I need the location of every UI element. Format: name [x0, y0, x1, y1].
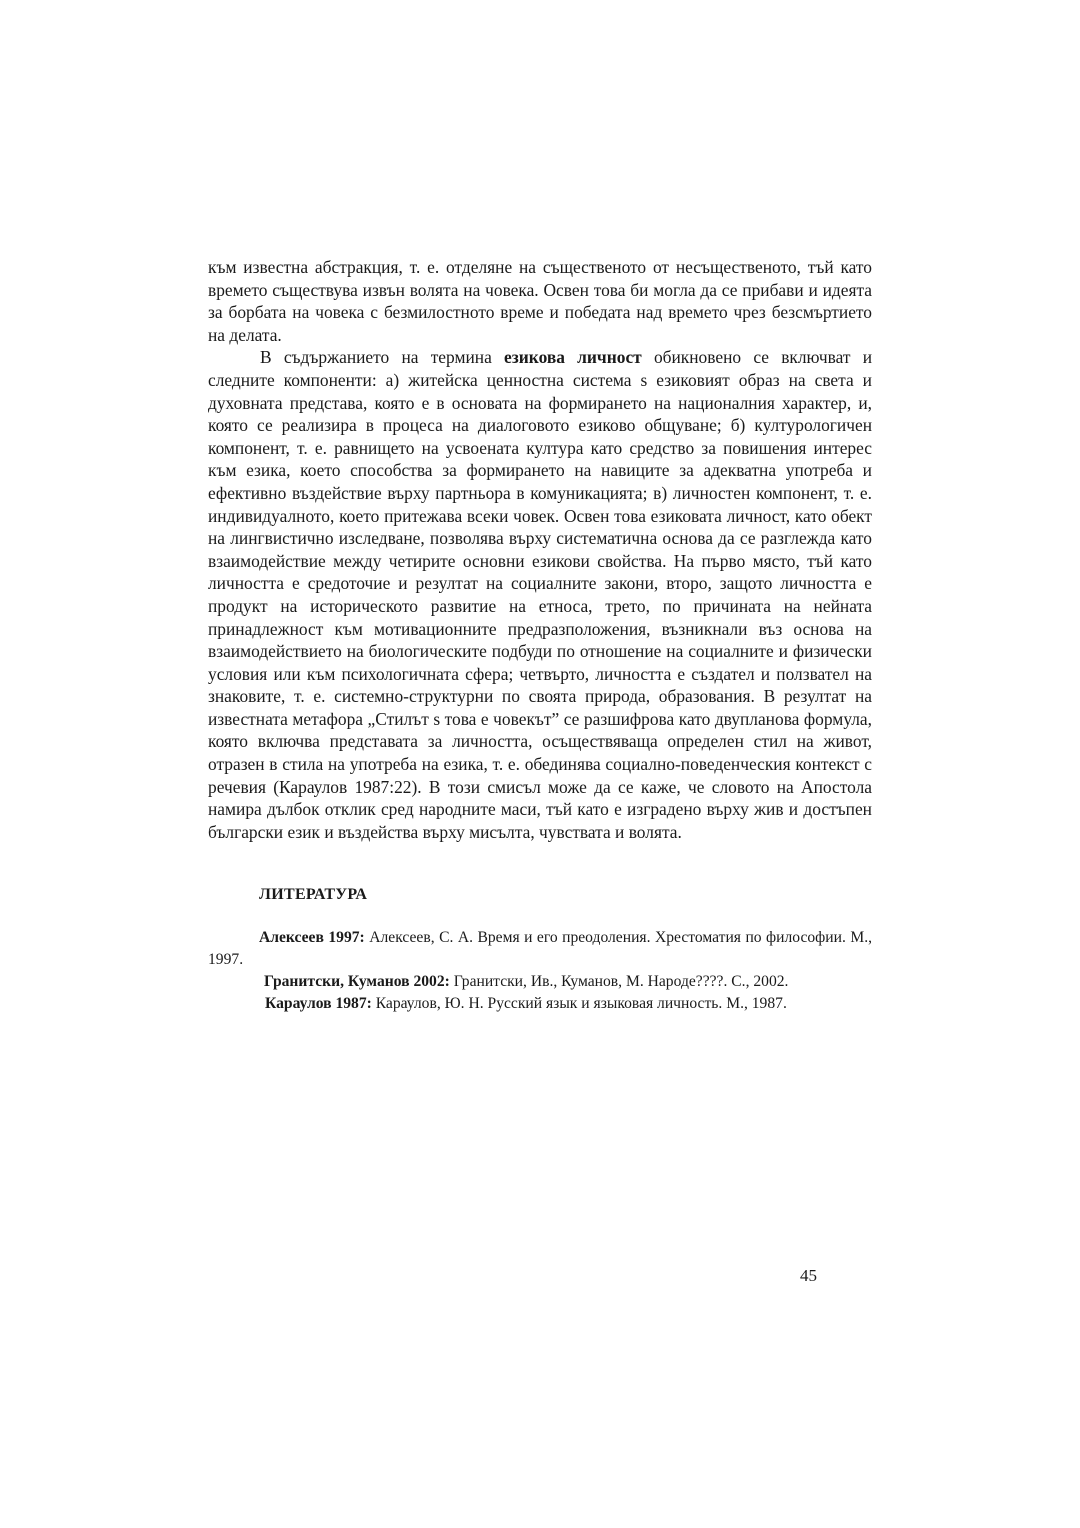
page-number: 45: [800, 1266, 817, 1285]
references-list: [208, 927, 872, 1015]
paragraph-2-start: В съдържанието на термина: [260, 347, 505, 368]
reference-key: Гранитски, Куманов 2002:: [264, 973, 450, 990]
reference-text: Караулов, Ю. Н. Русский язык и языковая личность. М., 1987.: [371, 995, 787, 1012]
literature-heading: ЛИТЕРАТУРА: [259, 886, 368, 903]
reference-key: Алексеев 1997:: [259, 929, 365, 946]
paragraph-2-rest: обикновено се включват и следните компоненти: а) житейска ценностна система s езиковият образ на света и духовната представа, която е в основата на формирането на националния характер, и, която се реализира в процеса на диалоговото езиково общуване; б) културологичен компонент, т. е. равнището на усвоената култура като средство за повишения интерес към езика, което способства за формирането на навиците за адекватна употреба и ефективно въздействие върху партньора в комуникацията; в) личностен компонент, т. е. индивидуалното, което притежава всеки човек. Освен това езиковата личност, като обект на лингвистично изследване, позволява върху систематична основа да се разглежда като взаимодействие между четирите основни езикови свойства. На първо място, тъй като личността е средоточие и резултат на социалните закони, второ, защото личността е продукт на историческото развитие на етноса, трето, по причината на нейната принадлежност към мотивационните предразположения, възникнали въз основа на взаимодействието на биологическите подбуди по отношение на социалните и физически условия или към психологичната сфера; четвърто, личността е създател и ползвател на знаковите, т. е. системно-структурни по своята природа, образования. В резултат на известната метафора „Стилът s това е човекът” се разшифрова като двупланова формула, която включва представата за личността, осъществяваща определен стил на живот, отразен в стила на употреба на езика, т. е. обединява социално-поведенческия контекст с речевия (Караулов 1987:22). В този смисъл може да се каже, че словото на Апостола намира дълбок отклик сред народните маси, тъй като е изградено върху жив и достъпен български език и въздейства върху мисълта, чувствата и волята.: [208, 347, 873, 842]
reference-item: [208, 971, 872, 993]
paragraph-2: [208, 346, 872, 843]
paragraph-1: към известна абстракция, т. е. отделяне на същественото от несъщественото, тъй като времето съществува извън волята на човека. Освен това би могла да се прибави и идеята за борбата на човека с безмилостното време и победата над времето чрез безсмъртието на делата.: [208, 257, 872, 345]
term-bold: езикова личност: [504, 347, 642, 368]
body-text: [208, 256, 872, 843]
reference-text: Алексеев, С. А. Время и его преодоления. Хрестоматия по философии. М., 1997.: [208, 929, 873, 968]
reference-key: Караулов 1987:: [265, 995, 372, 1012]
reference-item: [208, 993, 872, 1015]
reference-item: [208, 927, 872, 971]
reference-text: Гранитски, Ив., Куманов, М. Народе????. С., 2002.: [449, 973, 789, 990]
